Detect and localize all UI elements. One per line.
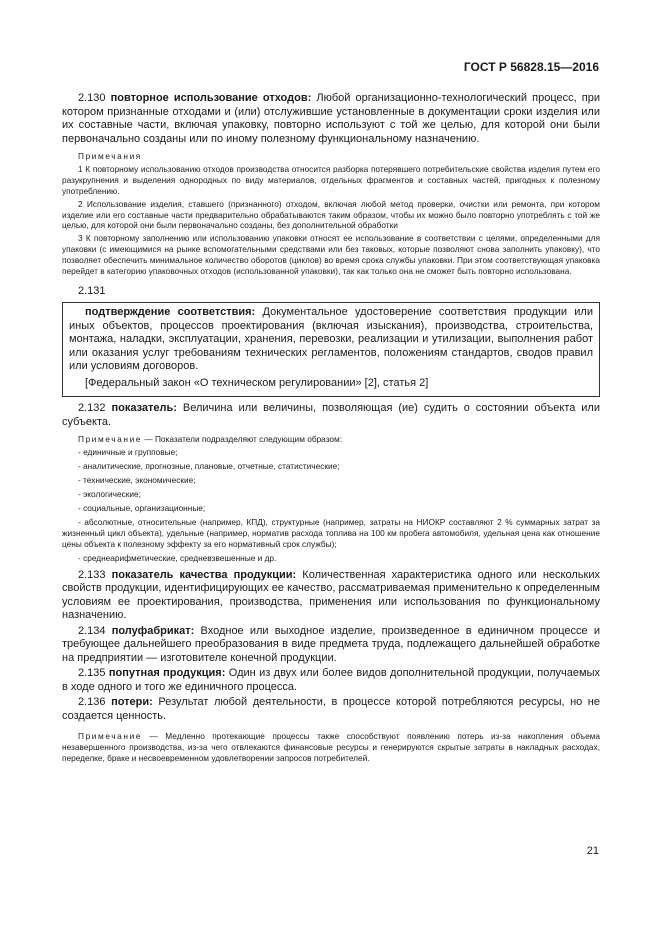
- term-number: 2.132: [78, 402, 106, 415]
- term-title: показатель качества продукции:: [111, 568, 297, 581]
- term-definition: Входное или выходное изделие, произведенное в единичном процессе и требующее дальнейшего преобразования в виде предмета труда, подлежащего дальнейшей обработке на предприятии — изготовителе конечной продукции.: [62, 624, 600, 664]
- term-2-131-box: [62, 302, 600, 397]
- list-item: - экологические;: [78, 489, 141, 500]
- note-label: Примечание: [78, 434, 143, 445]
- term-2-136: [62, 696, 600, 723]
- term-number: 2.133: [78, 568, 106, 581]
- list-item: - аналитические, прогнозные, плановые, отчетные, статистические;: [78, 461, 340, 472]
- list-item: - единичные и групповые;: [78, 447, 178, 458]
- notes-heading: Примечания: [78, 151, 142, 161]
- document-body: [62, 92, 600, 766]
- note-text: — Медленно протекающие процессы также способствуют появлению потерь из-за накопления объема незавершенного производства, из-за чего отвлекаются финансовые ресурсы и генерируются скрытые затраты в накладных расходах, переделке, браке и несвоевременном удовлетворении запросов потребителей.: [62, 731, 600, 763]
- note-1: 1 К повторному использованию отходов производства относится разборка потерявшего потребительские свойства изделия путем его разукрупнения и выделения однородных по виду материалов, отдельных фрагментов и составных частей, пригодных к полезному употреблению.: [62, 163, 600, 196]
- term-source: [Федеральный закон «О техническом регулировании» [2], статья 2]: [85, 376, 429, 389]
- term-2-130: [62, 92, 600, 146]
- term-number: 2.134: [78, 624, 106, 637]
- note: [62, 731, 600, 764]
- note-2: 2 Использование изделия, ставшего (признанного) отходом, включая любой метод проверки, очистки или ремонта, при котором изделие или его составные части предварительно обрабатываются таким образом, чтобы их можно было повторно употреблять с той же целью, для которой они были первоначально созданы, без дополнительной обработки: [62, 198, 600, 231]
- term-2-131-number: 2.131: [78, 284, 106, 297]
- term-number: 2.130: [78, 92, 106, 104]
- term-title: полуфабрикат:: [111, 624, 195, 637]
- list-item: - абсолютные, относительные (например, КПД), структурные (например, затраты на НИОКР составляют 2 % суммарных затрат за жизненный цикл объекта), удельные (например, норматив расхода топлива на 100 км пробега автомобиля, удельная цена как отношение цены объекта к полезному эффекту за его нормативный срок службы);: [62, 516, 600, 549]
- note-label: Примечание: [78, 731, 143, 742]
- term-definition: Количественная характеристика одного или нескольких свойств продукции, идентифицирующих ее качество, рассматриваемая применительно к определенным условиям ее проектирования, производства, применения или использования по функциональному назначению.: [62, 568, 600, 622]
- term-2-131: [69, 306, 593, 374]
- term-definition: Любой организационно-технологический процесс, при котором признанные отходами и (или) отслужившие установленные в документации сроки изделия или их составные части, включая упаковку, повторно используют с той же целью, для которой они были первоначально созданы или по иному полезному функциональному назначению.: [62, 92, 600, 145]
- term-2-135: [62, 667, 600, 694]
- term-number: 2.136: [78, 696, 106, 709]
- note-3: 3 К повторному заполнению или использованию упаковки относят ее использование в соответствии с целями, определенными для упаковки (с имеющимися на рынке вспомогательными средствами или без таковых, которые позволяют снова заполнить упаковку), что позволяет обеспечить минимальное количество оборотов (циклов) во время срока службы упаковки. При этом соответствующая упаковка перейдет в категорию упаковочных отходов (использованной упаковки), так как только она не сможет быть повторно использована.: [62, 233, 600, 277]
- list-item: - среднеарифметические, средневзвешенные и др.: [78, 552, 277, 563]
- term-2-132: [62, 402, 600, 429]
- term-number: 2.135: [78, 667, 106, 680]
- note: [62, 434, 600, 445]
- term-title: подтверждение соответствия:: [85, 306, 256, 319]
- term-2-134: [62, 625, 600, 666]
- term-2-133: [62, 569, 600, 623]
- term-definition: Величина или величины, позволяющая (ие) судить о состоянии объекта или субъекта.: [62, 402, 600, 428]
- term-definition: Один из двух или более видов дополнительной продукции, получаемых в ходе одного и того же единичного процесса.: [62, 667, 600, 693]
- page-number: 21: [586, 845, 599, 857]
- term-title: повторное использование отходов:: [110, 92, 312, 104]
- list-item: - технические, экономические;: [78, 475, 196, 486]
- list-item: - социальные, организационные;: [78, 503, 206, 513]
- note-intro: — Показатели подразделяют следующим образом:: [142, 434, 343, 445]
- term-title: показатель:: [111, 402, 177, 415]
- term-definition: Документальное удостоверение соответствия продукции или иных объектов, процессов проектирования (включая изыскания), производства, строительства, монтажа, наладки, эксплуатации, хранения, перевозки, реализации и утилизации, выполнения работ или оказания услуг требованиям технических регламентов, положениям стандартов, сводов правил или условиям договоров.: [69, 306, 593, 373]
- document-header: ГОСТ Р 56828.15—2016: [463, 60, 599, 74]
- term-title: потери:: [111, 696, 153, 709]
- term-definition: Результат любой деятельности, в процессе которой потребляются ресурсы, но не создается ценность.: [62, 696, 601, 722]
- term-title: попутная продукция:: [108, 667, 226, 680]
